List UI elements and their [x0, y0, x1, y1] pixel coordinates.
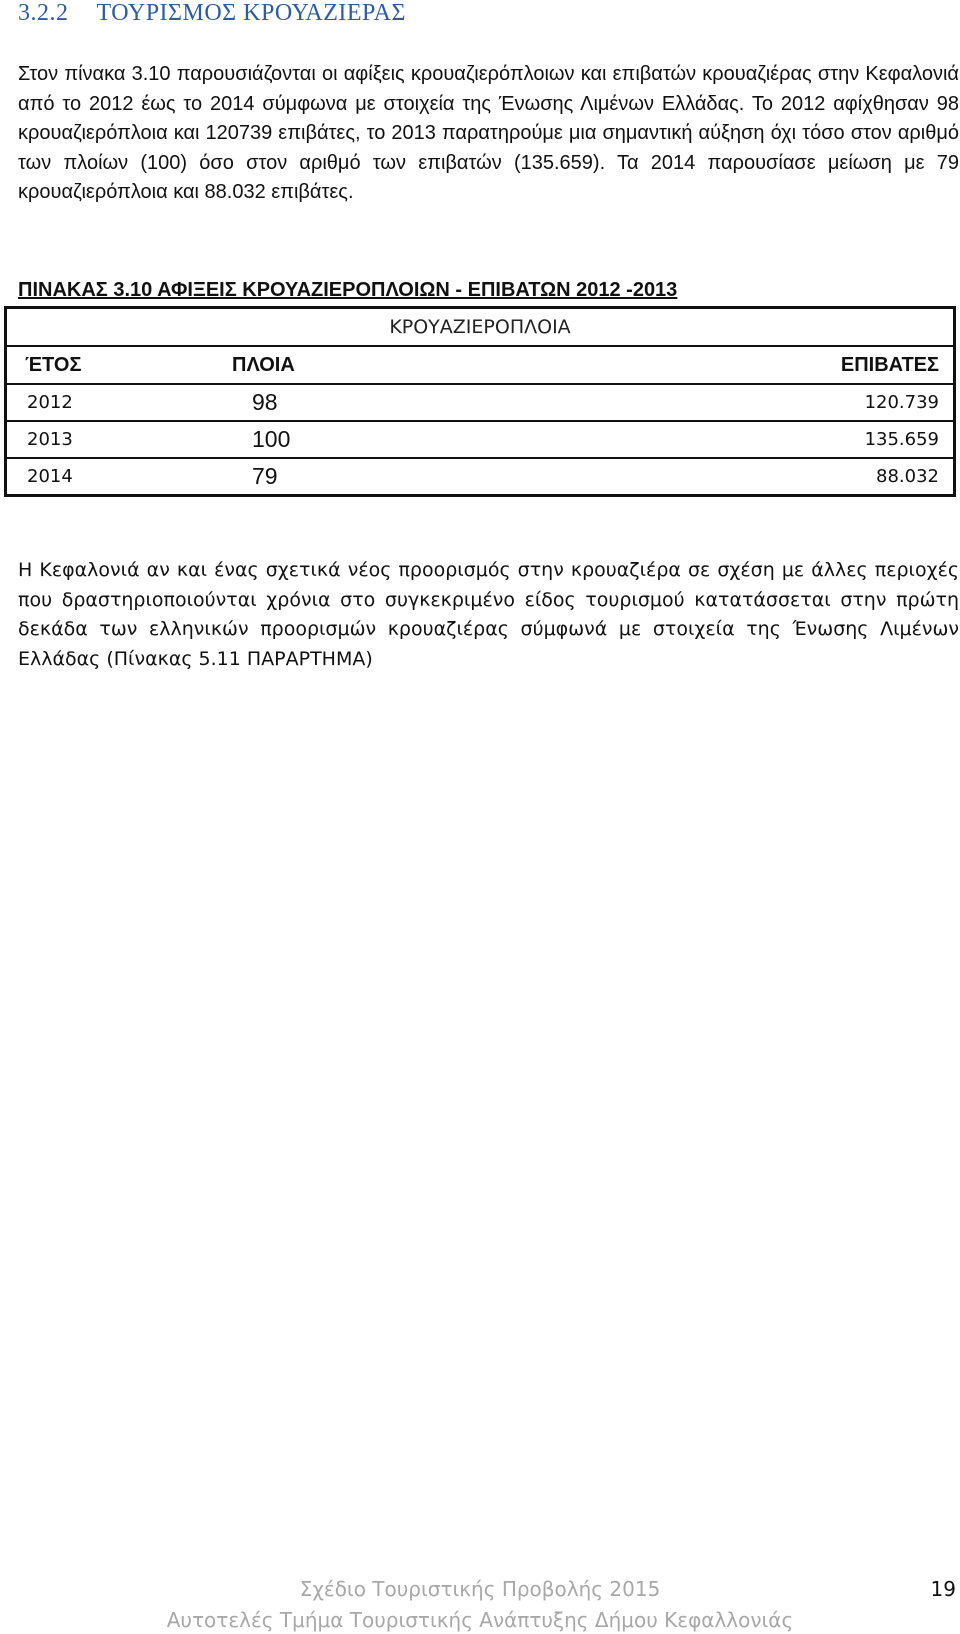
table-group-header-row: [6, 308, 955, 347]
section-number: 3.2.2: [18, 0, 69, 26]
cell-year: 2014: [6, 458, 233, 496]
cruise-arrivals-table: [4, 306, 956, 497]
page-number: 19: [930, 1577, 956, 1601]
section-heading: [18, 0, 406, 27]
cell-passengers: 120.739: [552, 384, 955, 421]
column-header-ships: ΠΛΟΙΑ: [232, 346, 552, 384]
cell-ships: 79: [232, 458, 552, 496]
cell-year: 2012: [6, 384, 233, 421]
column-header-passengers: ΕΠΙΒΑΤΕΣ: [552, 346, 955, 384]
ranking-paragraph: Η Κεφαλονιά αν και ένας σχετικά νέος προορισμός στην κρουαζιέρα σε σχέση με άλλες περιοχές που δραστηριοποιούνται χρόνια στο συγκεκριμένο είδος τουρισμού κατατάσσεται στην πρώτη δεκάδα των ελληνικών προορισμών κρουαζιέρας σύμφωνά με στοιχεία της Ένωσης Λιμένων Ελλάδας (Πίνακας 5.11 ΠΑΡΑΡΤΗΜΑ): [18, 559, 959, 670]
cell-year: 2013: [6, 421, 233, 458]
column-header-year: ΈΤΟΣ: [6, 346, 233, 384]
footer-document-title: Σχέδιο Τουριστικής Προβολής 2015: [299, 1577, 661, 1601]
table-caption: ΠΙΝΑΚΑΣ 3.10 ΑΦΙΞΕΙΣ ΚΡΟΥΑΖΙΕΡΟΠΛΟΙΩΝ - ΕΠΙΒΑΤΩΝ 2012 -2013: [18, 279, 678, 301]
table-row: [6, 421, 955, 458]
table-header-row: [6, 346, 955, 384]
table-row: [6, 458, 955, 496]
cell-passengers: 88.032: [552, 458, 955, 496]
intro-paragraph: Στον πίνακα 3.10 παρουσιάζονται οι αφίξεις κρουαζιερόπλοιων και επιβατών κρουαζιέρας στην Κεφαλονιά από το 2012 έως το 2014 σύμφωνα με στοιχεία της Ένωσης Λιμένων Ελλάδας. Το 2012 αφίχθησαν 98 κρουαζιερόπλοια και 120739 επιβάτες, το 2013 παρατηρούμε μια σημαντική αύξηση όχι τόσο στον αριθμό των πλοίων (100) όσο στον αριθμό των επιβατών (135.659). Τα 2014 παρουσίασε μείωση με 79 κρουαζιερόπλοια και 88.032 επιβάτες.: [18, 63, 959, 203]
table-group-header: ΚΡΟΥΑΖΙΕΡΟΠΛΟΙΑ: [6, 308, 955, 347]
footer-department: Αυτοτελές Τμήμα Τουριστικής Ανάπτυξης Δήμου Κεφαλλονιάς: [166, 1608, 794, 1632]
cell-ships: 100: [232, 421, 552, 458]
cell-passengers: 135.659: [552, 421, 955, 458]
table-row: [6, 384, 955, 421]
section-title: ΤΟΥΡΙΣΜΟΣ ΚΡΟΥΑΖΙΕΡΑΣ: [96, 0, 406, 26]
cell-ships: 98: [232, 384, 552, 421]
